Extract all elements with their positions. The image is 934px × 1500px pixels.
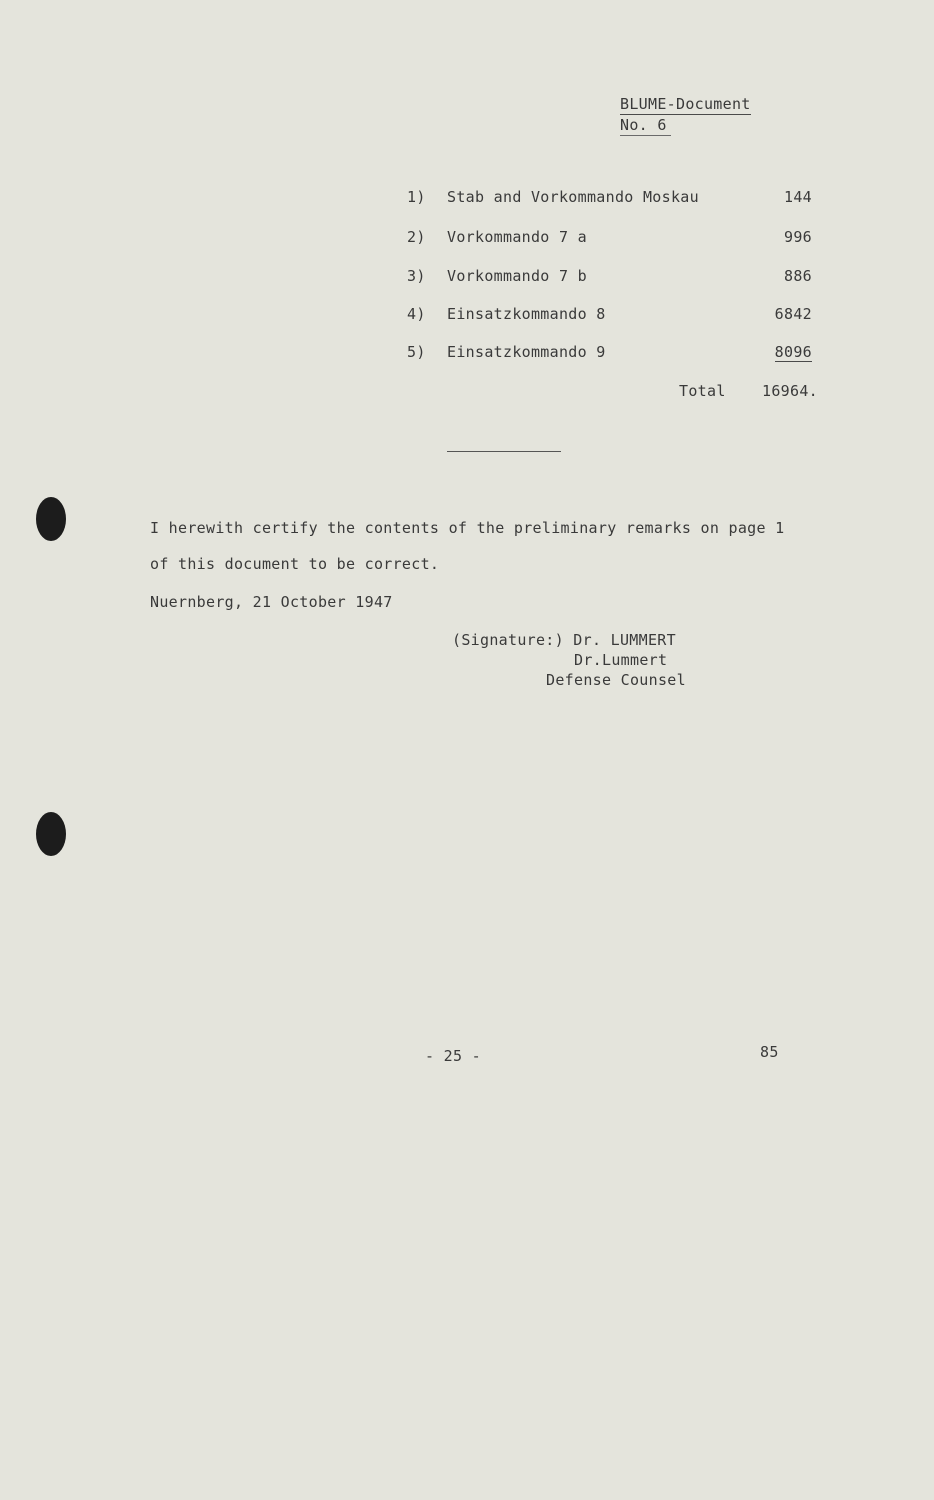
unit-row	[0, 228, 934, 250]
place-date: Nuernberg, 21 October 1947	[150, 593, 393, 611]
punch-hole-bottom	[36, 812, 66, 856]
unit-index: 2)	[407, 228, 426, 246]
unit-count: 144	[784, 188, 812, 206]
signatory-title: Defense Counsel	[546, 671, 686, 689]
signature-block	[452, 630, 686, 690]
unit-name: Vorkommando 7 b	[447, 267, 587, 285]
archive-number: 85	[760, 1043, 779, 1061]
certification-line: of this document to be correct.	[150, 555, 440, 573]
document-header	[620, 94, 751, 136]
signatory-name: Dr.Lummert	[574, 651, 668, 669]
unit-row	[0, 305, 934, 327]
total-label: Total	[679, 382, 726, 400]
unit-count: 886	[784, 267, 812, 285]
signature-line: (Signature:) Dr. LUMMERT	[452, 631, 676, 649]
unit-count: 996	[784, 228, 812, 246]
unit-row	[0, 267, 934, 289]
certification-line: I herewith certify the contents of the preliminary remarks on page 1	[150, 519, 785, 537]
page-number: - 25 -	[425, 1047, 481, 1065]
unit-index: 3)	[407, 267, 426, 285]
unit-count: 6842	[774, 305, 812, 323]
unit-name: Stab and Vorkommando Moskau	[447, 188, 699, 206]
section-divider	[447, 451, 561, 452]
unit-index: 5)	[407, 343, 426, 361]
punch-hole-top	[36, 497, 66, 541]
unit-name: Einsatzkommando 8	[447, 305, 606, 323]
unit-name: Einsatzkommando 9	[447, 343, 606, 361]
unit-row	[0, 188, 934, 210]
unit-index: 4)	[407, 305, 426, 323]
total-value: 16964.	[762, 382, 818, 400]
unit-row	[0, 343, 934, 365]
document-title: BLUME-Document	[620, 95, 751, 113]
document-number: No. 6	[620, 115, 671, 136]
unit-count: 8096	[774, 343, 812, 361]
unit-name: Vorkommando 7 a	[447, 228, 587, 246]
unit-index: 1)	[407, 188, 426, 206]
